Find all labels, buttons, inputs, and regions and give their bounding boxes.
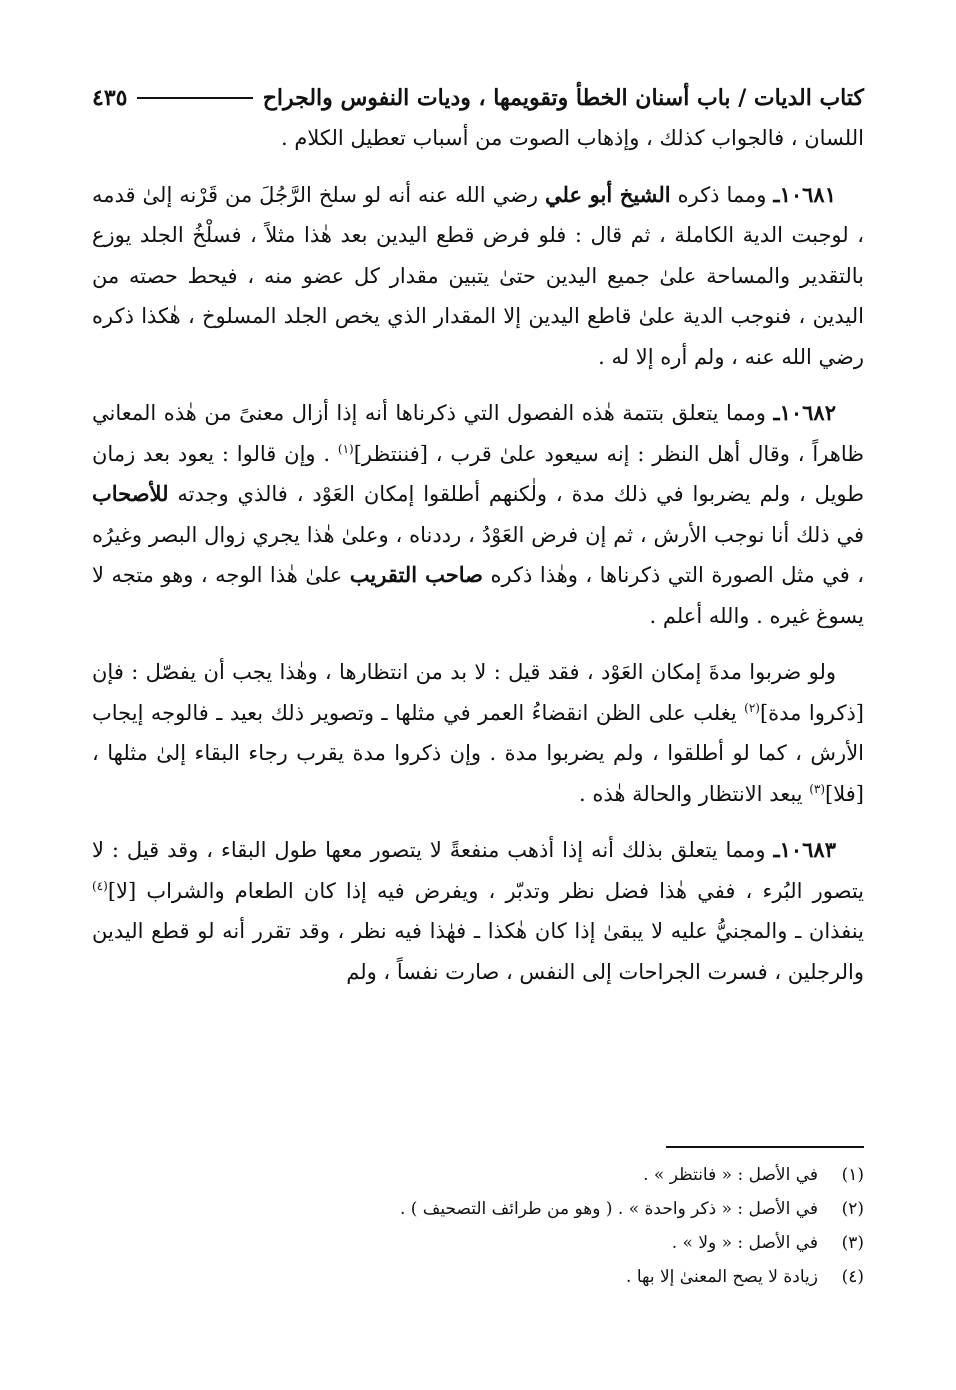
bold-name: صاحب التقريب bbox=[349, 562, 483, 587]
paragraph-10683 bbox=[92, 830, 864, 992]
footnote-number: (٣) bbox=[841, 1233, 864, 1253]
bold-name: للأصحاب bbox=[92, 481, 169, 506]
paragraph-10681 bbox=[92, 175, 864, 378]
main-text bbox=[92, 118, 864, 992]
paragraph-continuation bbox=[92, 118, 864, 159]
paragraph-text: يبعد الانتظار والحالة هٰذه . bbox=[578, 781, 810, 806]
footnote-number: (١) bbox=[841, 1165, 864, 1185]
running-header bbox=[92, 78, 864, 118]
paragraph-text: في ذلك أنا نوجب الأرش ، ثم إن فرض العَوْدُ ، رددناه ، وعلىٰ هٰذا يجري زوال البصر وغيرُه ، في مثل الصورة التي ذكرناها ، وهٰذا ذكره bbox=[92, 522, 864, 587]
paragraph-text: يغلب على الظن انقضاءُ العمر في مثلها ـ وتصوير ذلك بعيد ـ فالوجه إيجاب الأرش ، كما لو أطلقوا ، ولم يضربوا مدة . وإن ذكروا مدة يقرب رجاء البقاء إلىٰ مثلها ، [فلا] bbox=[92, 700, 864, 806]
footnote-ref[interactable]: (٢) bbox=[744, 700, 760, 715]
paragraph-text: . وإن قالوا : يعود بعد زمان طويل ، ولم يضربوا في ذلك مدة ، ولٰكنهم أطلقوا إمكان العَوْد ، فالذي وجدته bbox=[92, 441, 864, 506]
paragraph-text: ولو ضربوا مدةَ إمكان العَوْد ، فقد قيل : لا بد من انتظارها ، وهٰذا يجب أن يفصّل : فإن [ذكروا مدة] bbox=[92, 660, 864, 725]
footnote bbox=[92, 1260, 864, 1294]
paragraph-text: علىٰ هٰذا الوجه ، وهو متجه لا يسوغ غيره . والله أعلم . bbox=[92, 563, 864, 628]
footnote-text: في الأصل : « ولا » . bbox=[671, 1233, 818, 1253]
issue-number: ١٠٦٨٢ـ bbox=[773, 400, 836, 425]
header-rule bbox=[137, 97, 252, 99]
footnote-rule bbox=[666, 1146, 864, 1148]
footnotes bbox=[92, 1158, 864, 1294]
paragraph-text: ومما يتعلق بتتمة هٰذه الفصول التي ذكرناها أنه إذا أزال معنىً من هٰذه المعاني ظاهراً ، وقال أهل النظر : إنه سيعود علىٰ قرب ، [فننتظر] bbox=[92, 401, 864, 466]
footnote-text: في الأصل : « فانتظر » . bbox=[643, 1165, 818, 1185]
footnote-ref[interactable]: (٣) bbox=[809, 781, 826, 796]
footnote-number: (٢) bbox=[841, 1199, 864, 1219]
footnote-text: زيادة لا يصح المعنىٰ إلا بها . bbox=[626, 1267, 818, 1287]
issue-number: ١٠٦٨٣ـ bbox=[773, 837, 836, 862]
bold-name: الشيخ أبو علي bbox=[545, 181, 671, 207]
footnote bbox=[92, 1158, 864, 1192]
issue-number: ١٠٦٨١ـ bbox=[773, 181, 836, 207]
paragraph-sub bbox=[92, 652, 864, 814]
paragraph-text: ومما يتعلق بذلك أنه إذا أذهب منفعةً لا يتصور معها طول البقاء ، وقد قيل : لا يتصور البُرء ، ففي هٰذا فضل نظر وتدبّر ، ويفرض فيه إذا كان الطعام والشراب [لا] bbox=[92, 838, 865, 903]
footnote-number: (٤) bbox=[841, 1267, 864, 1287]
page-number: ٤٣٥ bbox=[92, 85, 128, 111]
page bbox=[92, 78, 865, 1287]
footnote bbox=[92, 1226, 864, 1260]
header-title: كتاب الديات / باب أسنان الخطأ وتقويمها ، وديات النفوس والجراح bbox=[262, 85, 864, 111]
paragraph-text: ينفذان ـ والمجنيُّ عليه لا يبقىٰ إذا كان هٰكذا ـ فهٰذا فيه نظر ، وقد تقرر أنه لو قطع اليدين والرجلين ، فسرت الجراحات إلى النفس ، صارت نفساً ، ولم bbox=[92, 919, 864, 984]
footnote-ref[interactable]: (١) bbox=[337, 441, 354, 456]
paragraph-10682 bbox=[92, 393, 864, 636]
footnote bbox=[92, 1192, 864, 1226]
paragraph-text: رضي الله عنه أنه لو سلخ الرَّجُلَ من قَرْنه إلىٰ قدمه ، لوجبت الدية الكاملة ، ثم قال : فلو فرض قطع اليدين بعد هٰذا مثلاً ، فسلْخُ الجلد يوزع بالتقدير والمساحة علىٰ جميع اليدين حتىٰ يتبين مقدار كل عضو منه ، فيحط حصته من اليدين ، فنوجب الدية علىٰ قاطع اليدين إلا المقدار الذي يخص الجلد المسلوخ ، هٰكذا ذكره رضي الله عنه ، ولم أره إلا له . bbox=[92, 182, 864, 369]
footnote-text: في الأصل : « ذكر واحدة » . ( وهو من طرائف التصحيف ) . bbox=[399, 1199, 818, 1219]
paragraph-text: ومما ذكره bbox=[670, 182, 774, 207]
footnote-ref[interactable]: (٤) bbox=[92, 878, 108, 893]
paragraph-text: اللسان ، فالجواب كذلك ، وإذهاب الصوت من أسباب تعطيل الكلام . bbox=[281, 126, 864, 150]
